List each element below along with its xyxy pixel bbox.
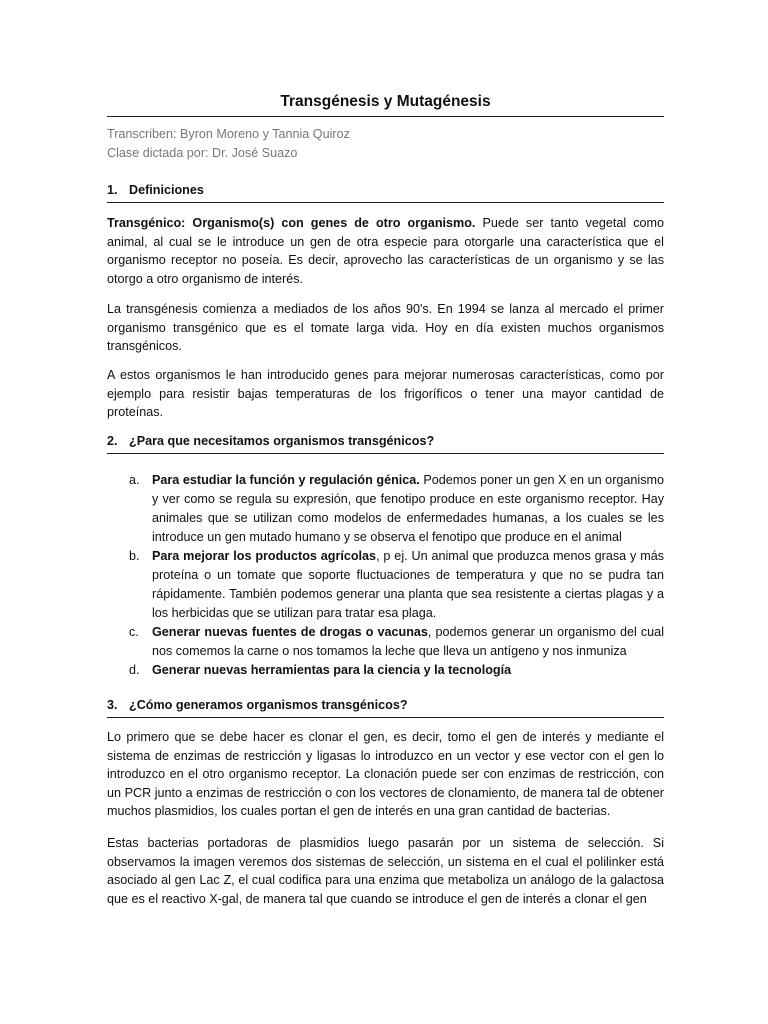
paragraph-text: Estas bacterias portadoras de plasmidios luego pasarán por un sistema de selección. Si observamos la imagen veremos dos sistemas de selección, un sistema en el cual el polilinker está asociado al gen Lac Z, el cual codifica para una enzima que metaboliza un análogo de la galactosa que es el reactivo X-gal, de manera tal que cuando se introduce el gen de interés a clonar el gen [107,836,664,906]
list-item-text: , p ej. Un animal que produzca menos grasa y más proteína o un tomate que soporte fluctuaciones de temperatura y que no se pudra tan rápidamente. También podemos generar una planta que sea resistente a ciertas plagas y a los herbicidas que se utilizan para tratar esa plaga. [152,549,664,620]
paragraph-lead: Transgénico: Organismo(s) con genes de otro organismo. [107,216,476,230]
paragraph [107,214,664,288]
list-item-label: c. [129,625,139,639]
list-item-label: a. [129,473,140,487]
section-number: 2. [107,434,118,448]
document-title: Transgénesis y Mutagénesis [280,93,491,110]
transcribers-line: Transcriben: Byron Moreno y Tannia Quiroz [107,127,350,141]
section-rule-1 [107,202,664,203]
list-item-label: b. [129,549,140,563]
section-number: 3. [107,698,118,712]
title-rule [107,116,664,117]
section-title: Definiciones [129,183,204,197]
list-item-label: d. [129,663,140,677]
paragraph [107,728,664,821]
section-rule-3 [107,717,664,718]
paragraph-text: A estos organismos le han introducido genes para mejorar numerosas características, como por ejemplo para resistir bajas temperaturas de los frigoríficos o tener una mayor cantidad de proteínas. [107,368,664,419]
list-item [107,623,664,661]
list-item-text: , podemos generar un organismo del cual nos comemos la carne o nos tomamos la leche que lleva un antígeno y nos inmuniza [152,625,664,658]
section-rule-2 [107,453,664,454]
section-number: 1. [107,183,118,197]
list-item [107,547,664,623]
list-item-lead: Para mejorar los productos agrícolas [152,549,377,563]
list-item [107,661,664,680]
paragraph [107,300,664,356]
section-heading-2 [107,434,434,448]
paragraph [107,366,664,422]
section-heading-1 [107,183,204,197]
paragraph [107,834,664,908]
list-item-text: Podemos poner un gen X en un organismo y ver como se regula su expresión, que fenotipo produce en este organismo receptor. Hay animales que se utilizan como modelos de enfermedades humanas, a los cuales se les introduce un gen mutado humano y se observa el fenotipo que produce en el animal [152,473,664,544]
section-title: ¿Cómo generamos organismos transgénicos? [129,698,408,712]
paragraph-text: La transgénesis comienza a mediados de los años 90's. En 1994 se lanza al mercado el primer organismo transgénico que es el tomate larga vida. Hoy en día existen muchos organismos transgénicos. [107,302,664,353]
list-item [107,471,664,547]
section-heading-3 [107,698,408,712]
paragraph-text: Puede ser tanto vegetal como animal, al cual se le introduce un gen de otra especie para otorgarle una característica que el organismo receptor no poseía. Es decir, aprovecho las características de un organismo y se las otorgo a otro organismo de interés. [107,216,664,286]
reasons-list [107,471,664,680]
paragraph-text: Lo primero que se debe hacer es clonar el gen, es decir, tomo el gen de interés y mediante el sistema de enzimas de restricción y ligasas lo introduzco en un vector y ese vector con el gen lo introduzco en el otro organismo receptor. La clonación puede ser con enzimas de restricción, con un PCR junto a enzimas de restricción o con los vectores de clonamiento, de manera tal de obtener muchos plasmidios, los cuales portan el gen de interés en una gran cantidad de bacterias. [107,730,664,818]
section-title: ¿Para que necesitamos organismos transgénicos? [129,434,435,448]
list-item-lead: Generar nuevas fuentes de drogas o vacunas [152,625,428,639]
list-item-lead: Generar nuevas herramientas para la ciencia y la tecnología [152,663,512,677]
list-item-lead: Para estudiar la función y regulación génica. [152,473,420,487]
lecturer-line: Clase dictada por: Dr. José Suazo [107,146,298,160]
